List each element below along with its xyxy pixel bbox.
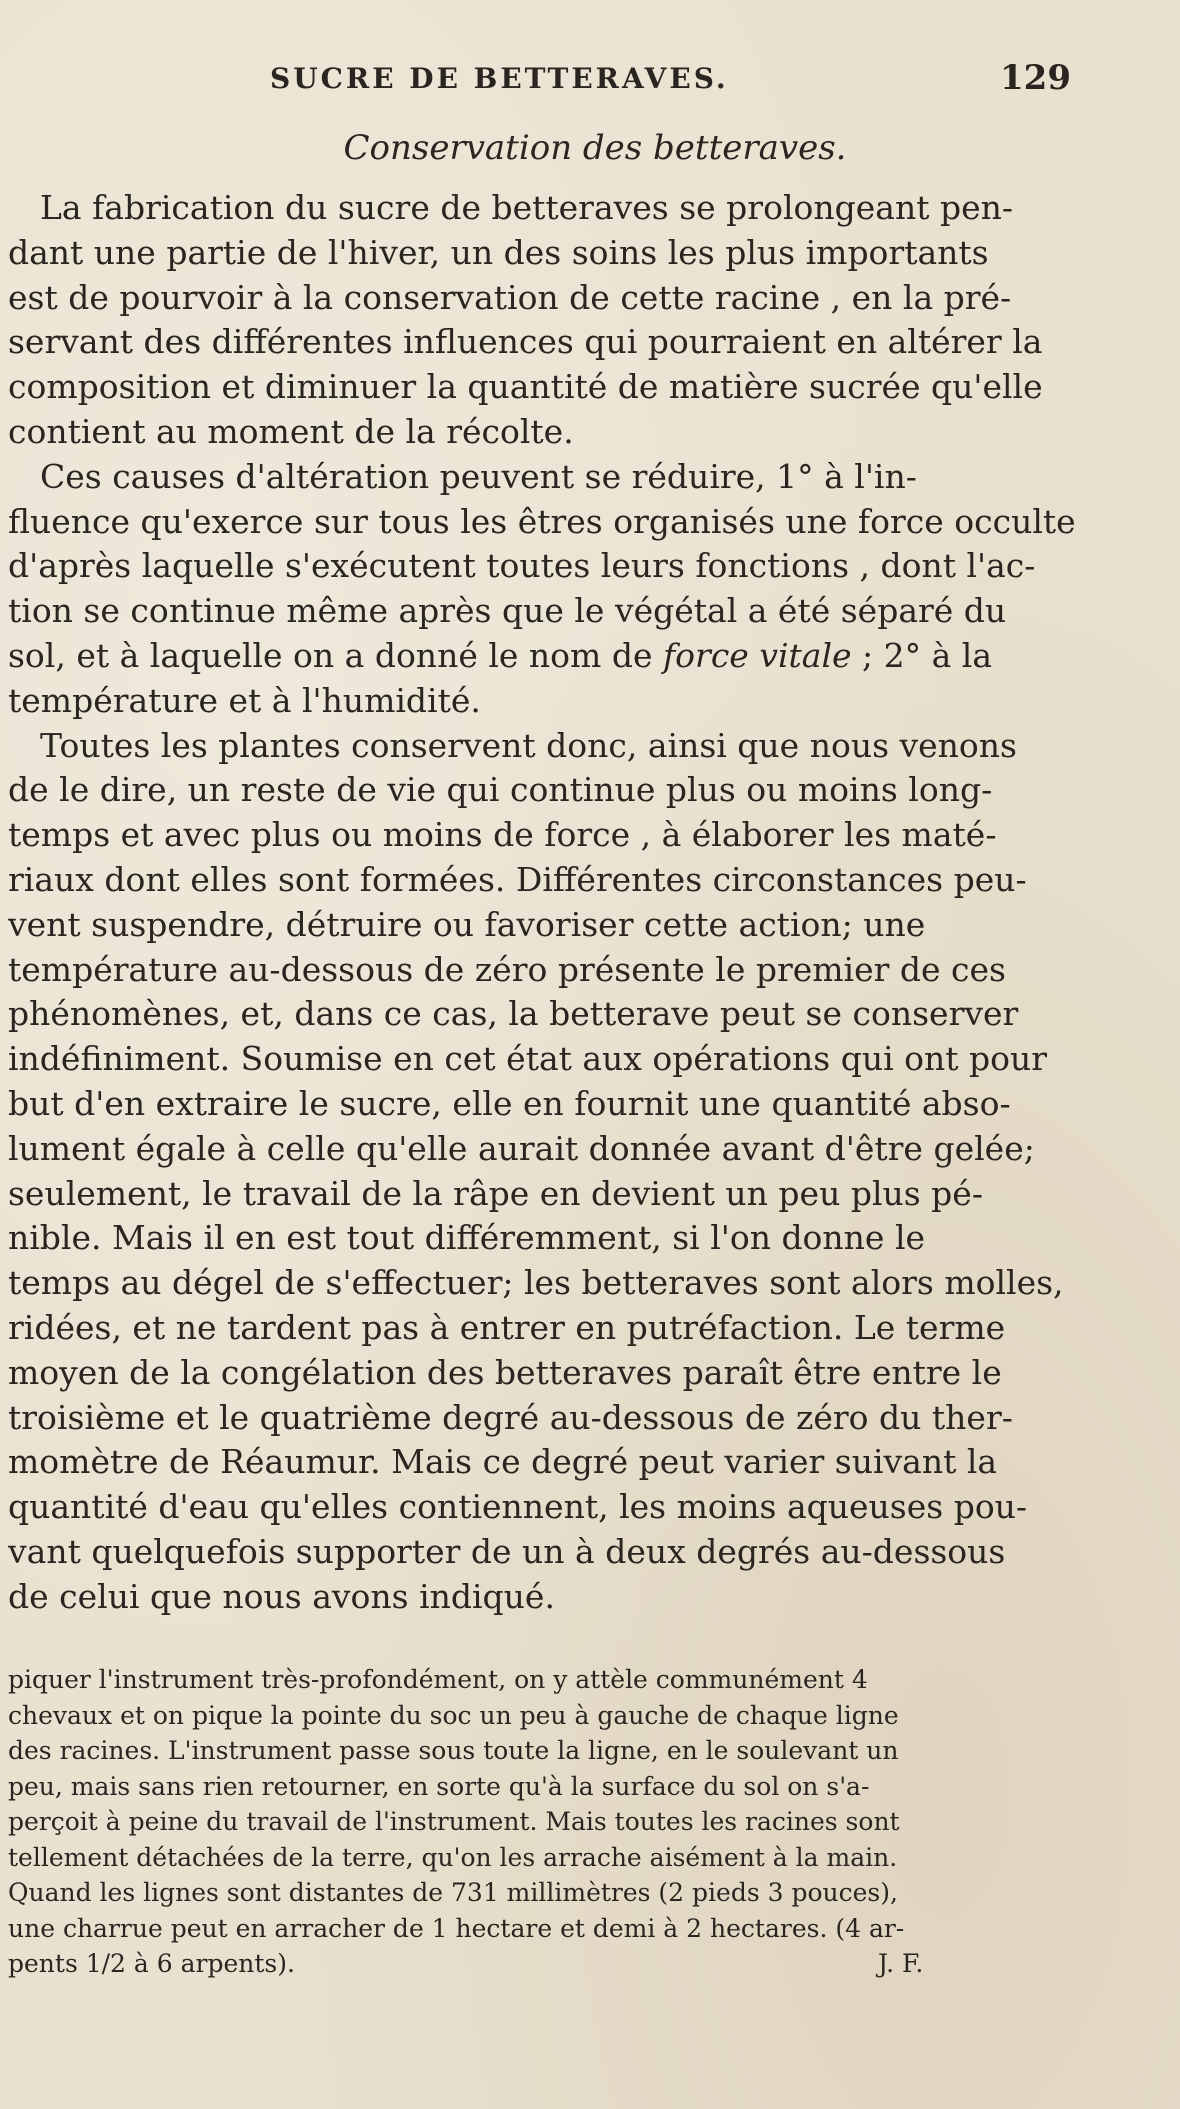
text-line: phénomènes, et, dans ce cas, la betterave peut se conserver [8, 994, 1019, 1034]
text-line: La fabrication du sucre de betteraves se prolongeant pen- [40, 188, 1014, 227]
footnote-line: piquer l'instrument très-profondément, on y attèle communément 4 [8, 1665, 868, 1694]
footnote [8, 1662, 1086, 1982]
running-title: SUCRE DE BETTERAVES. [270, 62, 729, 95]
text-line: servant des différentes influences qui pourraient en altérer la [8, 322, 1043, 362]
author-signature: J. F. [878, 1949, 924, 1978]
text-line: température au-dessous de zéro présente le premier de ces [8, 949, 1006, 989]
text-line: temps et avec plus ou moins de force , à élaborer les maté- [8, 815, 997, 855]
body-text [8, 186, 1076, 1620]
text-line: indéfiniment. Soumise en cet état aux opérations qui ont pour [8, 1039, 1048, 1079]
text-line: riaux dont elles sont formées. Différentes circonstances peu- [8, 859, 1027, 899]
text-line: seulement, le travail de la râpe en devient un peu plus pé- [8, 1173, 983, 1213]
footnote-line: une charrue peut en arracher de 1 hectare et demi à 2 hectares. (4 ar- [8, 1913, 905, 1943]
footnote-line: Quand les lignes sont distantes de 731 millimètres (2 pieds 3 pouces), [8, 1878, 898, 1907]
text-line: vent suspendre, détruire ou favoriser cette action; une [8, 904, 926, 944]
text-line: fluence qu'exerce sur tous les êtres organisés une force occulte [8, 501, 1076, 541]
footnote-last-line [8, 1946, 1086, 1982]
text-line: troisième et le quatrième degré au-dessous de zéro du ther- [8, 1397, 1013, 1437]
text-line: quantité d'eau qu'elles contiennent, les moins aqueuses pou- [8, 1487, 1028, 1527]
page-number: 129 [1000, 58, 1071, 98]
text-line: Ces causes d'altération peuvent se réduire, 1° à l'in- [40, 456, 917, 496]
text-line: tion se continue même après que le végétal a été séparé du [8, 591, 1007, 631]
footnote-line: des racines. L'instrument passe sous toute la ligne, en le soulevant un [8, 1736, 899, 1765]
text-line: sol, et à laquelle on a donné le nom de force vitale ; 2° à la [8, 635, 993, 675]
text-line: d'après laquelle s'exécutent toutes leurs fonctions , dont l'ac- [8, 546, 1036, 586]
text-line: nible. Mais il en est tout différemment, si l'on donne le [8, 1218, 926, 1258]
text-line: temps au dégel de s'effectuer; les betteraves sont alors molles, [8, 1263, 1064, 1303]
footnote-line: tellement détachées de la terre, qu'on les arrache aisément à la main. [8, 1842, 898, 1872]
footnote-line: perçoit à peine du travail de l'instrument. Mais toutes les racines sont [8, 1807, 900, 1836]
italic-term: force vitale [662, 635, 852, 675]
text-line: est de pourvoir à la conservation de cette racine , en la pré- [8, 277, 1012, 317]
text-line: moyen de la congélation des betteraves paraît être entre le [8, 1352, 1002, 1392]
section-title: Conservation des betteraves. [343, 128, 847, 168]
running-head [0, 58, 1180, 102]
footnote-line: chevaux et on pique la pointe du soc un peu à gauche de chaque ligne [8, 1700, 899, 1730]
text-line: Toutes les plantes conservent donc, ainsi que nous venons [40, 725, 1017, 765]
text-line: vant quelquefois supporter de un à deux degrés au-dessous [8, 1531, 1006, 1571]
text-line: contient au moment de la récolte. [8, 411, 574, 451]
text-line: température et à l'humidité. [8, 680, 481, 720]
footnote-line: peu, mais sans rien retourner, en sorte qu'à la surface du sol on s'a- [8, 1771, 870, 1801]
text-line: ridées, et ne tardent pas à entrer en putréfaction. Le terme [8, 1307, 1006, 1347]
text-line: dant une partie de l'hiver, un des soins les plus importants [8, 232, 989, 272]
text-line: de celui que nous avons indiqué. [8, 1576, 555, 1616]
footnote-line-text: pents 1/2 à 6 arpents). [8, 1949, 295, 1978]
text-line: lument égale à celle qu'elle aurait donnée avant d'être gelée; [8, 1128, 1035, 1168]
text-line: composition et diminuer la quantité de matière sucrée qu'elle [8, 367, 1043, 407]
text-line: momètre de Réaumur. Mais ce degré peut varier suivant la [8, 1442, 998, 1482]
text-line: de le dire, un reste de vie qui continue plus ou moins long- [8, 770, 993, 810]
text-line: but d'en extraire le sucre, elle en fournit une quantité abso- [8, 1083, 1011, 1123]
